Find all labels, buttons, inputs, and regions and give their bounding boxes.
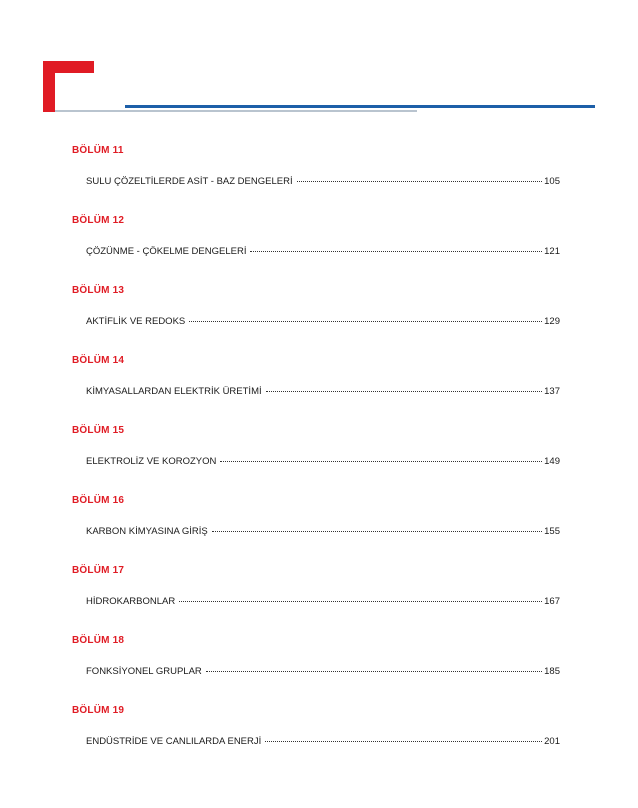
page-number: 185 [544,666,560,677]
dot-leader [220,461,542,462]
page-number: 137 [544,386,560,397]
toc-entry[interactable] [86,456,560,467]
chapter-label: BÖLÜM 19 [72,705,125,716]
chapter-15 [0,425,638,485]
chapter-11 [0,145,638,205]
chapter-label: BÖLÜM 18 [72,635,125,646]
entry-title: AKTİFLİK VE REDOKS [86,316,186,327]
page-number: 105 [544,176,560,187]
toc-entry[interactable] [86,666,560,677]
page-number: 149 [544,456,560,467]
chapter-18 [0,635,638,695]
dot-leader [297,181,543,182]
chapter-19 [0,705,638,765]
entry-title: KİMYASALLARDAN ELEKTRİK ÜRETİMİ [86,386,262,397]
page-number: 201 [544,736,560,747]
chapter-14 [0,355,638,415]
chapter-label: BÖLÜM 15 [72,425,125,436]
page-number: 129 [544,316,560,327]
toc-entry[interactable] [86,176,560,187]
chapter-17 [0,565,638,625]
entry-title: HİDROKARBONLAR [86,596,176,607]
dot-leader [266,391,543,392]
chapter-16 [0,495,638,555]
entry-title: KARBON KİMYASINA GİRİŞ [86,526,208,537]
dot-leader [250,251,542,252]
toc-entry[interactable] [86,596,560,607]
dot-leader [179,601,542,602]
dot-leader [265,741,542,742]
toc-entry[interactable] [86,526,560,537]
toc-entry[interactable] [86,386,560,397]
toc-entry[interactable] [86,736,560,747]
chapter-label: BÖLÜM 14 [72,355,125,366]
entry-title: ÇÖZÜNME - ÇÖKELME DENGELERİ [86,246,247,257]
dot-leader [206,671,542,672]
toc-entry[interactable] [86,316,560,327]
dot-leader [189,321,542,322]
chapter-label: BÖLÜM 11 [72,145,124,156]
dot-leader [212,531,542,532]
page-number: 167 [544,596,560,607]
entry-title: ELEKTROLİZ VE KOROZYON [86,456,217,467]
entry-title: SULU ÇÖZELTİLERDE ASİT - BAZ DENGELERİ [86,176,293,187]
chapter-13 [0,285,638,345]
page-number: 155 [544,526,560,537]
chapter-12 [0,215,638,275]
entry-title: FONKSİYONEL GRUPLAR [86,666,202,677]
chapter-label: BÖLÜM 12 [72,215,125,226]
toc-entry[interactable] [86,246,560,257]
chapter-label: BÖLÜM 16 [72,495,125,506]
entry-title: ENDÜSTRİDE VE CANLILARDA ENERJİ [86,736,262,747]
chapter-label: BÖLÜM 17 [72,565,125,576]
chapter-label: BÖLÜM 13 [72,285,125,296]
page-number: 121 [544,246,560,257]
